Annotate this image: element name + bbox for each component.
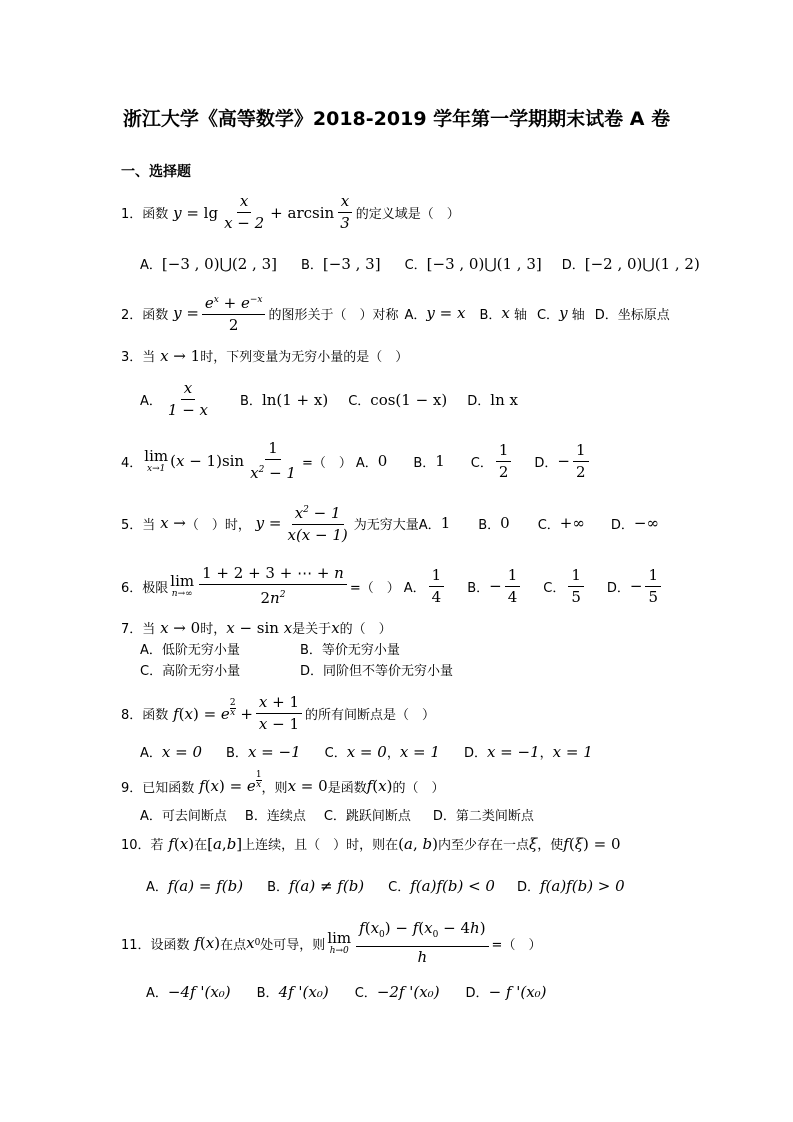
question-2: 2． 函数 y = $\frac{e^x + e^{-x}}{2}$ 的图形关于（ ）对称 A． y = x B． x 轴 C． y 轴 D． 坐标原点 — [121, 294, 670, 334]
question-7: 7． 当 x → 0 时， x − sin x 是关于 x 的（ ） — [121, 618, 392, 637]
fraction: $\frac{x}{3}$ — [337, 193, 353, 232]
question-9: 9． 已知函数 f ( x ) = e $^{\frac{1}{x}}$ ，则 x = 0 是函数 f ( x ) 的（ ） — [121, 770, 445, 796]
section-heading: 一、选择题 — [121, 164, 191, 180]
question-3: 3． 当 x → 1 时，下列变量为无穷小量的是（ ） — [121, 346, 409, 365]
fraction: $\frac{1}{5}$ — [645, 567, 661, 606]
fraction: $\frac{x + 1}{x - 1}$ — [256, 694, 302, 733]
question-1: 1． 函数 y = lg $\frac{x}{x - 2}$ + arcsin $\frac{x}{3}$ 的定义域是（ ） — [121, 192, 460, 232]
question-11-options: A． −4f '(x₀) B． 4f '(x₀) C． −2f '(x₀) D． − f '(x₀) — [146, 982, 547, 1001]
question-9-options: A．可去间断点 B．连续点 C．跳跃间断点 D．第二类间断点 — [140, 809, 534, 824]
fraction: $\frac{x}{x - 2}$ — [224, 192, 265, 232]
question-11: 11． 设函数 f ( x ) 在点 x 0 处可导，则 lim h→0 $\frac{f(x_0) - f(x_0 - 4h)}{h}$ =（ ） — [121, 919, 542, 966]
question-6: 6． 极限 lim n→∞ $\frac{1 + 2 + 3 + \cdots + n}{2n^2}$ =（ ） A． $\frac{1}{4}$ B． − $\frac{1}{4}$ C． $\frac{1}{5}$ D． − $\frac{1}{5}$ — [121, 565, 664, 607]
question-4: 4． lim x→1 (x − 1)sin $\frac{1}{x^2 - 1}$ =（ ） A． 0 B． 1 C． $\frac{1}{2}$ D． − $\frac{1}{2}$ — [121, 440, 592, 482]
fraction: $\frac{1}{2}$ — [496, 442, 512, 481]
fraction: $\frac{1}{4}$ — [505, 567, 521, 606]
fraction: $\frac{x^2 - 1}{x(x - 1)}$ — [287, 504, 348, 544]
limit: lim h→0 — [327, 929, 352, 956]
question-1-options: A． [−3 , 0)⋃(2 , 3] B． [−3 , 3] C． [−3 , 0)⋃(1 , 3] D． [−2 , 0)⋃(1 , 2) — [140, 254, 700, 273]
question-7-option-a: A．低阶无穷小量 — [140, 643, 240, 658]
question-7-option-b: B．等价无穷小量 — [300, 643, 400, 658]
question-7-option-c: C．高阶无穷小量 — [140, 664, 241, 679]
fraction: $\frac{e^x + e^{-x}}{2}$ — [202, 292, 266, 334]
question-8-options: A． x = 0 B． x = −1 C． x = 0 ， x = 1 D． x = −1 ， x = 1 — [140, 742, 593, 761]
exam-title: 浙江大学《高等数学》2018-2019 学年第一学期期末试卷 A 卷 — [122, 108, 671, 130]
fraction: $\frac{x}{1 - x}$ — [167, 379, 209, 419]
question-7-option-d: D．同阶但不等价无穷小量 — [300, 664, 454, 679]
question-10: 10． 若 f ( x ) 在 [ a , b ] 上连续，且（ ）时，则在 ( a , b ) 内至少存在一点 ξ ，使 f ( ξ ) = 0 — [121, 834, 621, 853]
question-5: 5． 当 x → （ ）时， y = $\frac{x^2 - 1}{x(x - 1)}$ 为无穷大量 A． 1 B． 0 C． +∞ D． −∞ — [121, 504, 659, 544]
limit: lim n→∞ — [170, 572, 195, 599]
question-3-options: A． $\frac{x}{1 - x}$ B． ln(1 + x) C． cos(1 − x) D． ln x — [140, 379, 518, 419]
limit: lim x→1 — [144, 447, 169, 474]
question-10-options: A． f(a) = f(b) B． f(a) ≠ f(b) C． f(a)f(b) < 0 D． f(a)f(b) > 0 — [146, 876, 625, 895]
question-8: 8． 函数 f ( x ) = e $^{\frac{2}{x}}$ + $\frac{x + 1}{x - 1}$ 的所有间断点是（ ） — [121, 693, 436, 733]
fraction: $\frac{1}{x^2 - 1}$ — [250, 439, 296, 482]
fraction: $\frac{f(x_0) - f(x_0 - 4h)}{h}$ — [356, 920, 488, 966]
fraction: $\frac{1}{5}$ — [568, 567, 584, 606]
fraction: $\frac{1 + 2 + 3 + \cdots + n}{2n^2}$ — [199, 565, 347, 607]
fraction: $\frac{1}{4}$ — [429, 567, 445, 606]
fraction: $\frac{1}{2}$ — [573, 442, 589, 481]
